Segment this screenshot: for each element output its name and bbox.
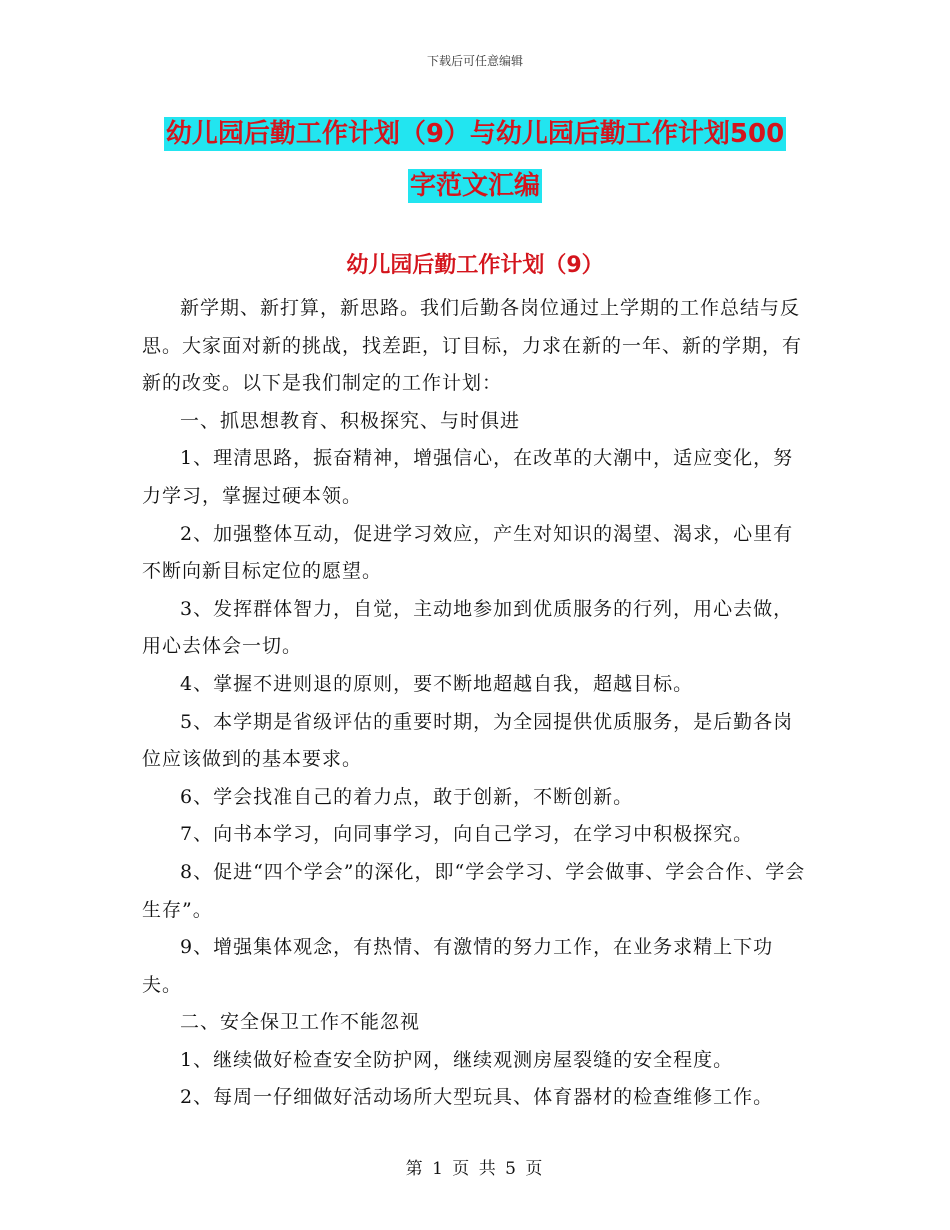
document-title-line-2: 字范文汇编 (409, 171, 540, 201)
paragraph-item: 1、继续做好检查安全防护网，继续观测房屋裂缝的安全程度。 (180, 1048, 734, 1071)
paragraph-item: 4、掌握不进则退的原则，要不断地超越自我，超越目标。 (180, 672, 694, 695)
header-note: 下载后可任意编辑 (426, 54, 523, 68)
paragraph-item: 2、加强整体互动，促进学习效应，产生对知识的渴望、渴求，心里有不断向新目标定位的愿望。 (142, 522, 794, 583)
paragraph-item: 1、理清思路，振奋精神，增强信心，在改革的大潮中，适应变化，努力学习，掌握过硬本领。 (142, 447, 794, 507)
page-footer: 第 1 页 共 5 页 (405, 1159, 545, 1179)
document-title-line-1: 幼儿园后勤工作计划（9）与幼儿园后勤工作计划500 (165, 119, 785, 149)
paragraph-item: 6、学会找准自己的着力点，敢于创新，不断创新。 (180, 785, 634, 808)
paragraph-item: 9、增强集体观念，有热情、有激情的努力工作，在业务求精上下功夫。 (142, 936, 774, 996)
paragraph-item: 5、本学期是省级评估的重要时期，为全园提供优质服务，是后勤各岗位应该做到的基本要求。 (142, 710, 794, 771)
document-title (0, 108, 950, 212)
paragraph-item: 7、向书本学习，向同事学习，向自己学习，在学习中积极探究。 (180, 823, 754, 846)
section-title: 幼儿园后勤工作计划（9） (346, 253, 604, 278)
paragraph-intro: 新学期、新打算，新思路。我们后勤各岗位通过上学期的工作总结与反思。大家面对新的挑战，找差距，订目标，力求在新的一年、新的学期，有新的改变。以下是我们制定的工作计划： (142, 297, 803, 395)
paragraph-item: 8、促进“四个学会”的深化，即“学会学习、学会做事、学会合作、学会生存”。 (142, 860, 806, 921)
paragraph-item: 3、发挥群体智力，自觉，主动地参加到优质服务的行列，用心去做，用心去体会一切。 (142, 597, 794, 658)
paragraph-heading-2: 二、安全保卫工作不能忽视 (180, 1011, 421, 1034)
paragraph-heading-1: 一、抓思想教育、积极探究、与时俱进 (180, 409, 521, 432)
document-body (142, 290, 812, 1117)
paragraph-item: 2、每周一仔细做好活动场所大型玩具、体育器材的检查维修工作。 (180, 1086, 774, 1109)
